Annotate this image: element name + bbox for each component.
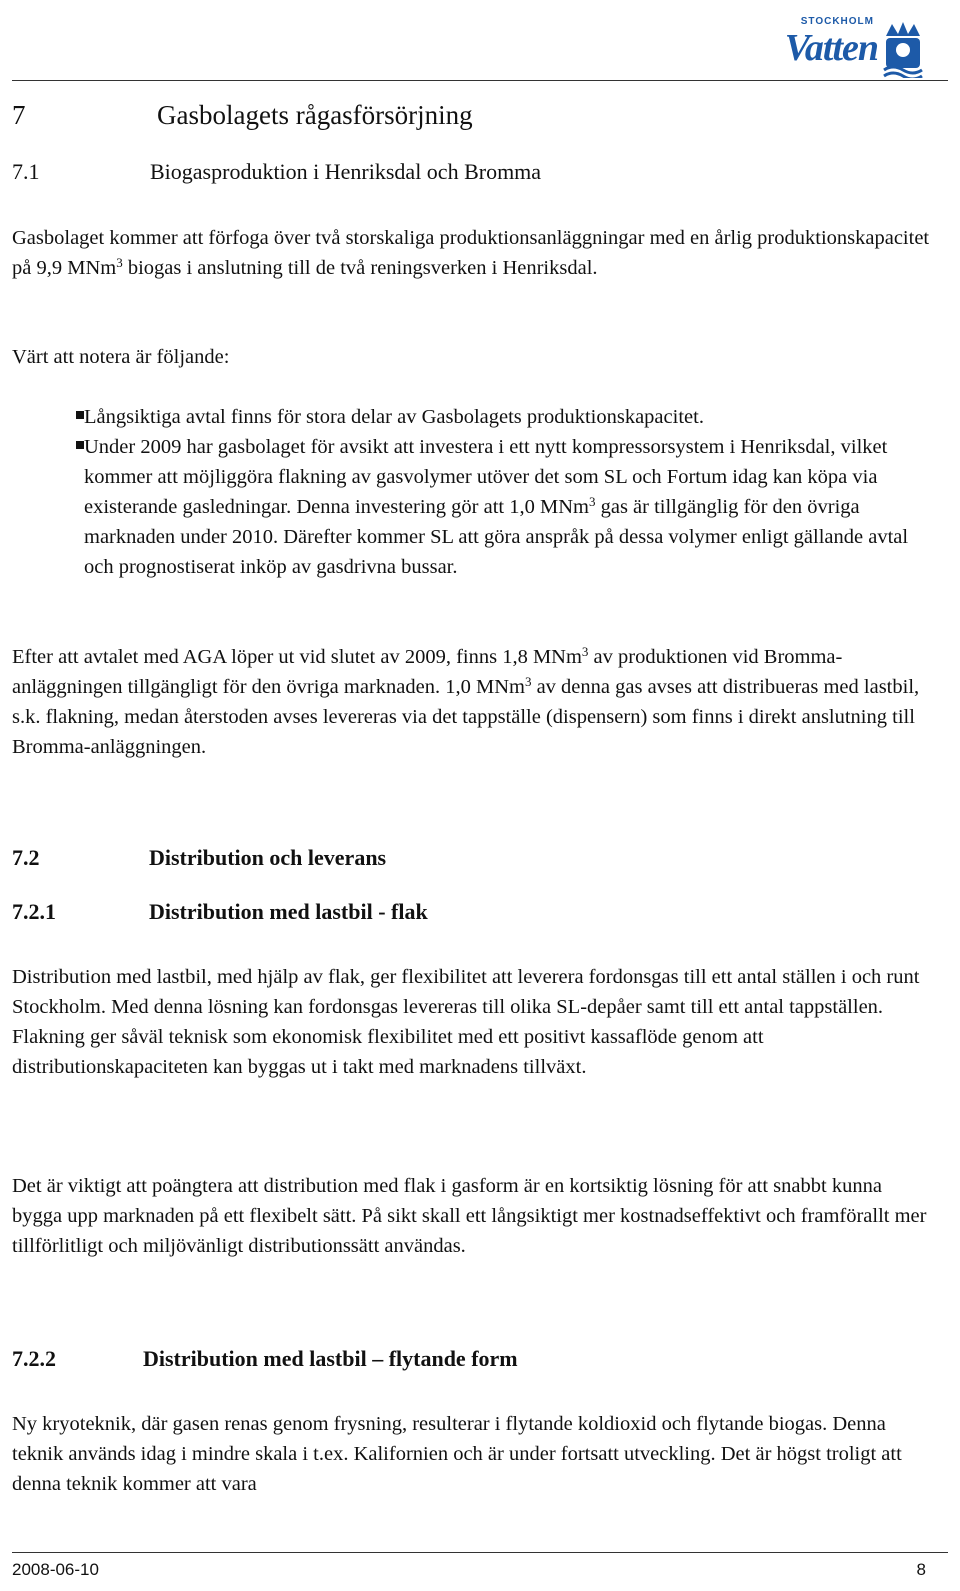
paragraph-aga xyxy=(12,642,937,762)
paragraph-short-term: Det är viktigt att poängtera att distribution med flak i gasform är en kortsiktig lösning för att snabbt kunna bygga upp marknaden på ett flexibelt sätt. På sikt skall ett långsiktigt mer kostnadseffektivt och framförallt mer tillförlitligt och miljövänligt distributionssätt användas. xyxy=(12,1175,927,1257)
footer-date: 2008-06-10 xyxy=(12,1560,99,1579)
logo-main-text: Vatten xyxy=(784,27,878,69)
list-item-text xyxy=(84,432,937,582)
section-7-1-heading xyxy=(12,159,541,185)
square-bullet-icon xyxy=(76,411,84,419)
superscript: 3 xyxy=(588,494,596,509)
section-7-heading xyxy=(12,100,473,131)
section-7-2-heading xyxy=(12,845,386,871)
text-segment: gas är tillgänglig för den övriga marknaden under 2010. Därefter kommer SL att göra anspråk på dessa volymer enligt gällande avtal och prognostiserat inköp av gasdrivna bussar. xyxy=(84,496,909,578)
list-item xyxy=(12,402,937,432)
section-title: Gasbolagets rågasförsörjning xyxy=(157,100,473,130)
list-item-text: Långsiktiga avtal finns för stora delar av Gasbolagets produktionskapacitet. xyxy=(84,406,704,428)
bullet-list xyxy=(12,402,937,582)
text-segment: Under 2009 har gasbolaget för avsikt att investera i ett nytt kompressorsystem i Henriksdal, vilket kommer att möjliggöra flakning av gasvolymer utöver det som SL och Fortum idag kan köpa via existerande gasledningar. Denna investering gör att 1,0 MNm xyxy=(84,436,888,518)
section-title: Biogasproduktion i Henriksdal och Bromma xyxy=(150,159,542,184)
section-number: 7.1 xyxy=(12,159,40,184)
page-number: 8 xyxy=(916,1560,926,1579)
text-segment: av produktionen vid Bromma-anläggningen tillgängligt för den övriga marknaden. 1,0 MNm xyxy=(12,646,843,698)
section-title: Distribution med lastbil – flytande form xyxy=(143,1346,518,1371)
text-segment: av denna gas avses att distribueras med lastbil, s.k. flakning, medan återstoden avses levereras via det tappställe (dispensern) som finns i direkt anslutning till Bromma-anläggningen. xyxy=(12,676,920,758)
text-segment: Efter att avtalet med AGA löper ut vid slutet av 2009, finns 1,8 MNm xyxy=(12,646,582,668)
paragraph-flak: Distribution med lastbil, med hjälp av flak, ger flexibilitet att leverera fordonsgas till ett antal ställen i och runt Stockholm. Med denna lösning kan fordonsgas levereras till olika SL-depåer samt till ett antal tappställen. Flakning ger såväl teknisk som ekonomisk flexibilitet med ett positivt kassaflöde genom att distributionskapaciteten kan byggas ut i takt med marknadens tillväxt. xyxy=(12,966,920,1078)
header-rule xyxy=(12,80,948,81)
logo-small-text: STOCKHOLM xyxy=(800,16,874,27)
paragraph-note-intro: Värt att notera är följande: xyxy=(12,346,230,368)
paragraph-cryo: Ny kryoteknik, där gasen renas genom frysning, resulterar i flytande koldioxid och flytande biogas. Denna teknik används idag i mindre skala i t.ex. Kalifornien och är under fortsatt utveckling. Det är högst troligt att denna teknik kommer att vara xyxy=(12,1413,902,1495)
footer-rule xyxy=(12,1552,948,1553)
section-number: 7.2.1 xyxy=(12,899,56,924)
section-title: Distribution med lastbil - flak xyxy=(149,899,428,924)
section-number: 7.2 xyxy=(12,845,40,870)
text-segment: Gasbolaget kommer att förfoga över två storskaliga produktionsanläggningar med en årlig produktionskapacitet på 9,9 MNm xyxy=(12,227,930,279)
stockholm-vatten-logo xyxy=(774,14,924,78)
text-segment: biogas i anslutning till de två reningsverken i Henriksdal. xyxy=(122,257,598,279)
section-number: 7 xyxy=(12,100,26,130)
list-item xyxy=(12,432,937,582)
square-bullet-icon xyxy=(76,441,84,449)
section-number: 7.2.2 xyxy=(12,1346,56,1371)
superscript: 3 xyxy=(524,674,532,689)
section-title: Distribution och leverans xyxy=(149,845,387,870)
section-7-2-2-heading xyxy=(12,1346,518,1372)
superscript: 3 xyxy=(581,644,589,659)
section-7-2-1-heading xyxy=(12,899,428,925)
crown-crest-icon xyxy=(882,18,924,78)
superscript: 3 xyxy=(116,255,123,270)
paragraph-production xyxy=(12,223,937,283)
